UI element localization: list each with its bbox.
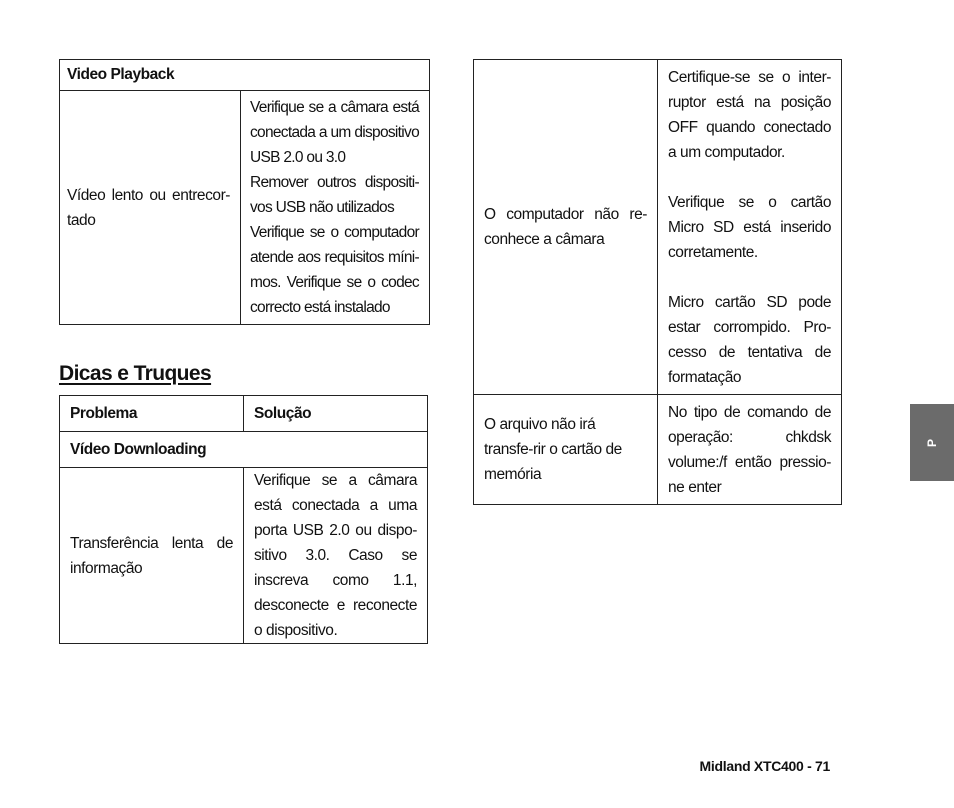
problem-text: Transferência lenta de informação <box>70 534 233 577</box>
problem-text: O computador não re-conhece a câmara <box>484 206 647 248</box>
side-tab-label: P <box>924 438 939 447</box>
language-side-tab <box>910 404 954 481</box>
solution-line: conectada a um dispositivo <box>250 124 419 141</box>
solution-cell <box>658 60 842 395</box>
video-playback-table <box>59 59 430 325</box>
solution-line: Remover outros dispositi- <box>250 174 419 191</box>
video-playback-header: Video Playback <box>60 60 430 91</box>
paragraph-gap <box>668 265 831 290</box>
page-footer: Midland XTC400 - 71 <box>699 758 830 774</box>
problem-cell <box>60 91 241 325</box>
solution-line: Verifique se o computador <box>250 224 419 241</box>
problem-cell <box>474 60 658 395</box>
solution-paragraph: Verifique se o cartão Micro SD está inserido corretamente. <box>668 194 831 261</box>
solution-cell <box>241 91 430 325</box>
problem-text: O arquivo não irá transfe-rir o cartão de memória <box>484 416 622 483</box>
solution-line: vos USB não utilizados <box>250 199 394 216</box>
tips-table <box>59 395 428 644</box>
solution-line: atende aos requisitos míni- <box>250 249 419 266</box>
problem-cell <box>60 468 244 644</box>
solution-cell <box>658 395 842 505</box>
column-header-solution: Solução <box>244 396 428 432</box>
solution-line: correcto está instalado <box>250 299 390 316</box>
column-header-problem: Problema <box>60 396 244 432</box>
solution-paragraph: Certifique-se se o inter-ruptor está na posição OFF quando conectado a um computador. <box>668 69 831 161</box>
section-title: Dicas e Truques <box>59 362 212 385</box>
right-table <box>473 59 842 505</box>
solution-text: Verifique se a câmara está conectada a uma porta USB 2.0 ou dispo-sitivo 3.0. Caso se inscreva como 1.1, desconecte e reconecte o dispositivo. <box>254 472 417 639</box>
paragraph-gap <box>668 165 831 190</box>
solution-line: USB 2.0 ou 3.0 <box>250 149 346 166</box>
solution-cell <box>244 468 428 644</box>
problem-text: Vídeo lento ou entrecor-tado <box>67 186 230 229</box>
solution-line: Verifique se a câmara está <box>250 99 419 116</box>
solution-line: mos. Verifique se o codec <box>250 274 419 291</box>
tips-subheader: Vídeo Downloading <box>60 432 428 468</box>
solution-text: No tipo de comando de operação: chkdsk volume:/f então pressio-ne enter <box>668 404 831 496</box>
solution-paragraph: Micro cartão SD pode estar corrompido. Pro-cesso de tentativa de formatação <box>668 294 831 386</box>
problem-cell <box>474 395 658 505</box>
